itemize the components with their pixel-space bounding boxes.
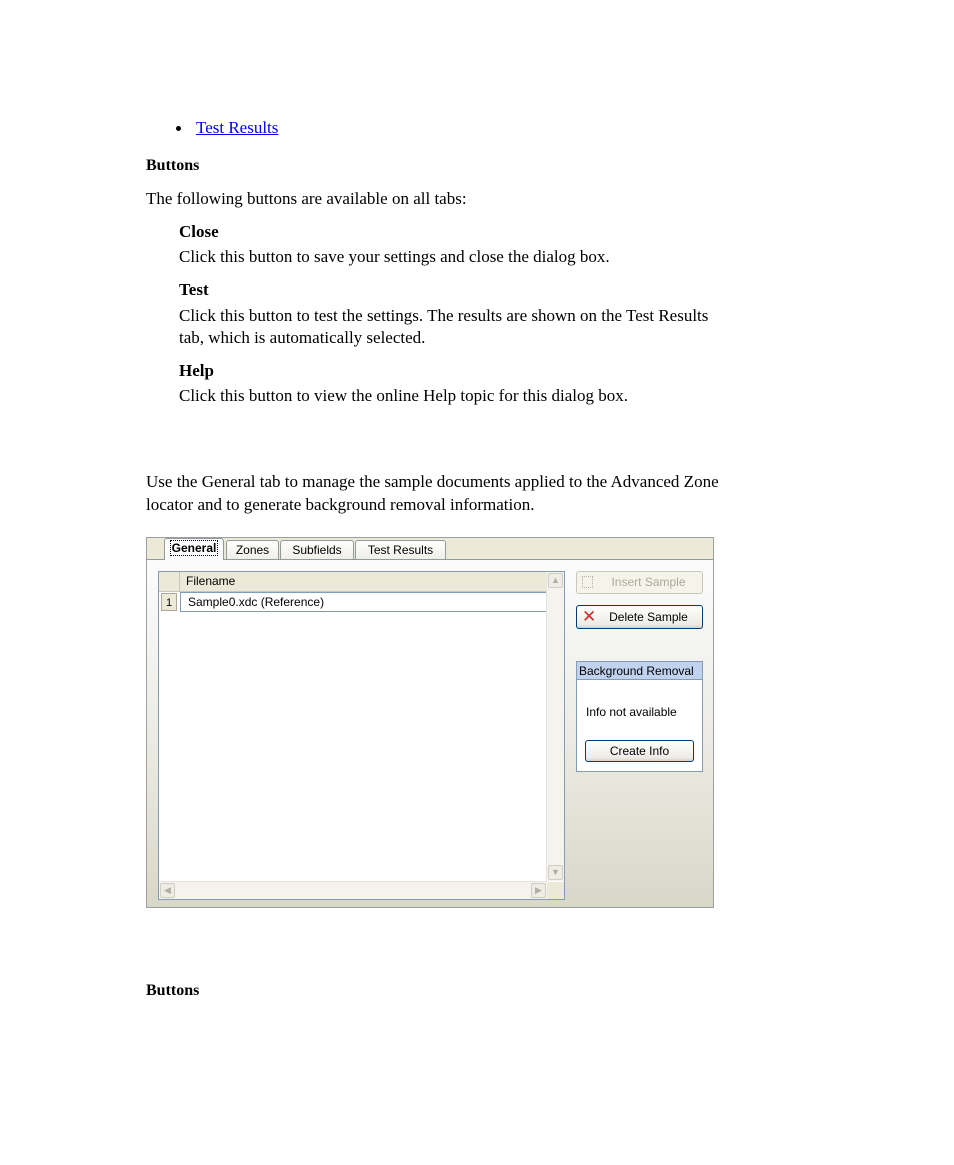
column-header-filename[interactable]: Filename	[186, 574, 236, 588]
scroll-down-icon[interactable]: ▼	[548, 865, 563, 880]
tab-subfields[interactable]: Subfields	[280, 540, 354, 559]
grid-header	[159, 572, 547, 592]
vertical-scrollbar[interactable]	[546, 572, 564, 881]
tab-zones[interactable]: Zones	[226, 540, 279, 559]
desc-test-line1: Click this button to test the settings. The results are shown on the Test Results	[179, 306, 709, 325]
insert-icon	[582, 576, 593, 588]
background-removal-status: Info not available	[586, 705, 677, 719]
create-info-button[interactable]: Create Info	[585, 740, 694, 762]
scroll-corner	[547, 882, 564, 899]
insert-sample-button[interactable]: Insert Sample	[576, 571, 703, 594]
desc-close: Click this button to save your settings and close the dialog box.	[179, 247, 610, 266]
background-removal-title: Background Removal	[577, 662, 702, 680]
background-removal-group	[576, 661, 703, 772]
general-tab-paragraph-line1: Use the General tab to manage the sample documents applied to the Advanced Zone	[146, 472, 719, 491]
scroll-left-icon[interactable]: ◀	[160, 883, 175, 898]
grid-header-corner	[159, 572, 180, 591]
desc-help: Click this button to view the online Help topic for this dialog box.	[179, 386, 629, 405]
scroll-right-icon[interactable]: ▶	[531, 883, 546, 898]
tab-panel-general	[147, 559, 713, 907]
scroll-up-icon[interactable]: ▲	[548, 573, 563, 588]
tab-general[interactable]: General	[164, 538, 224, 560]
horizontal-scrollbar[interactable]	[159, 881, 547, 899]
desc-test-line2: tab, which is automatically selected.	[179, 328, 426, 347]
filename-cell[interactable]: Sample0.xdc (Reference)	[180, 592, 548, 612]
row-number: 1	[161, 593, 177, 611]
general-tab-dialog	[146, 537, 714, 908]
delete-sample-button[interactable]: ✕ Delete Sample	[576, 605, 703, 629]
term-help: Help	[179, 361, 214, 380]
term-test: Test	[179, 280, 209, 299]
section-heading-buttons: Buttons	[146, 157, 200, 174]
section-intro: The following buttons are available on all tabs:	[146, 189, 467, 208]
section-heading-buttons-2: Buttons	[146, 982, 200, 999]
general-tab-paragraph-line2: locator and to generate background removal information.	[146, 495, 535, 514]
term-close: Close	[179, 222, 219, 241]
delete-x-icon: ✕	[582, 607, 597, 626]
tab-test-results[interactable]: Test Results	[355, 540, 446, 559]
bullet-dot	[176, 126, 181, 131]
tab-strip	[147, 538, 713, 560]
test-results-link[interactable]: Test Results	[196, 118, 279, 137]
sample-grid	[158, 571, 565, 900]
